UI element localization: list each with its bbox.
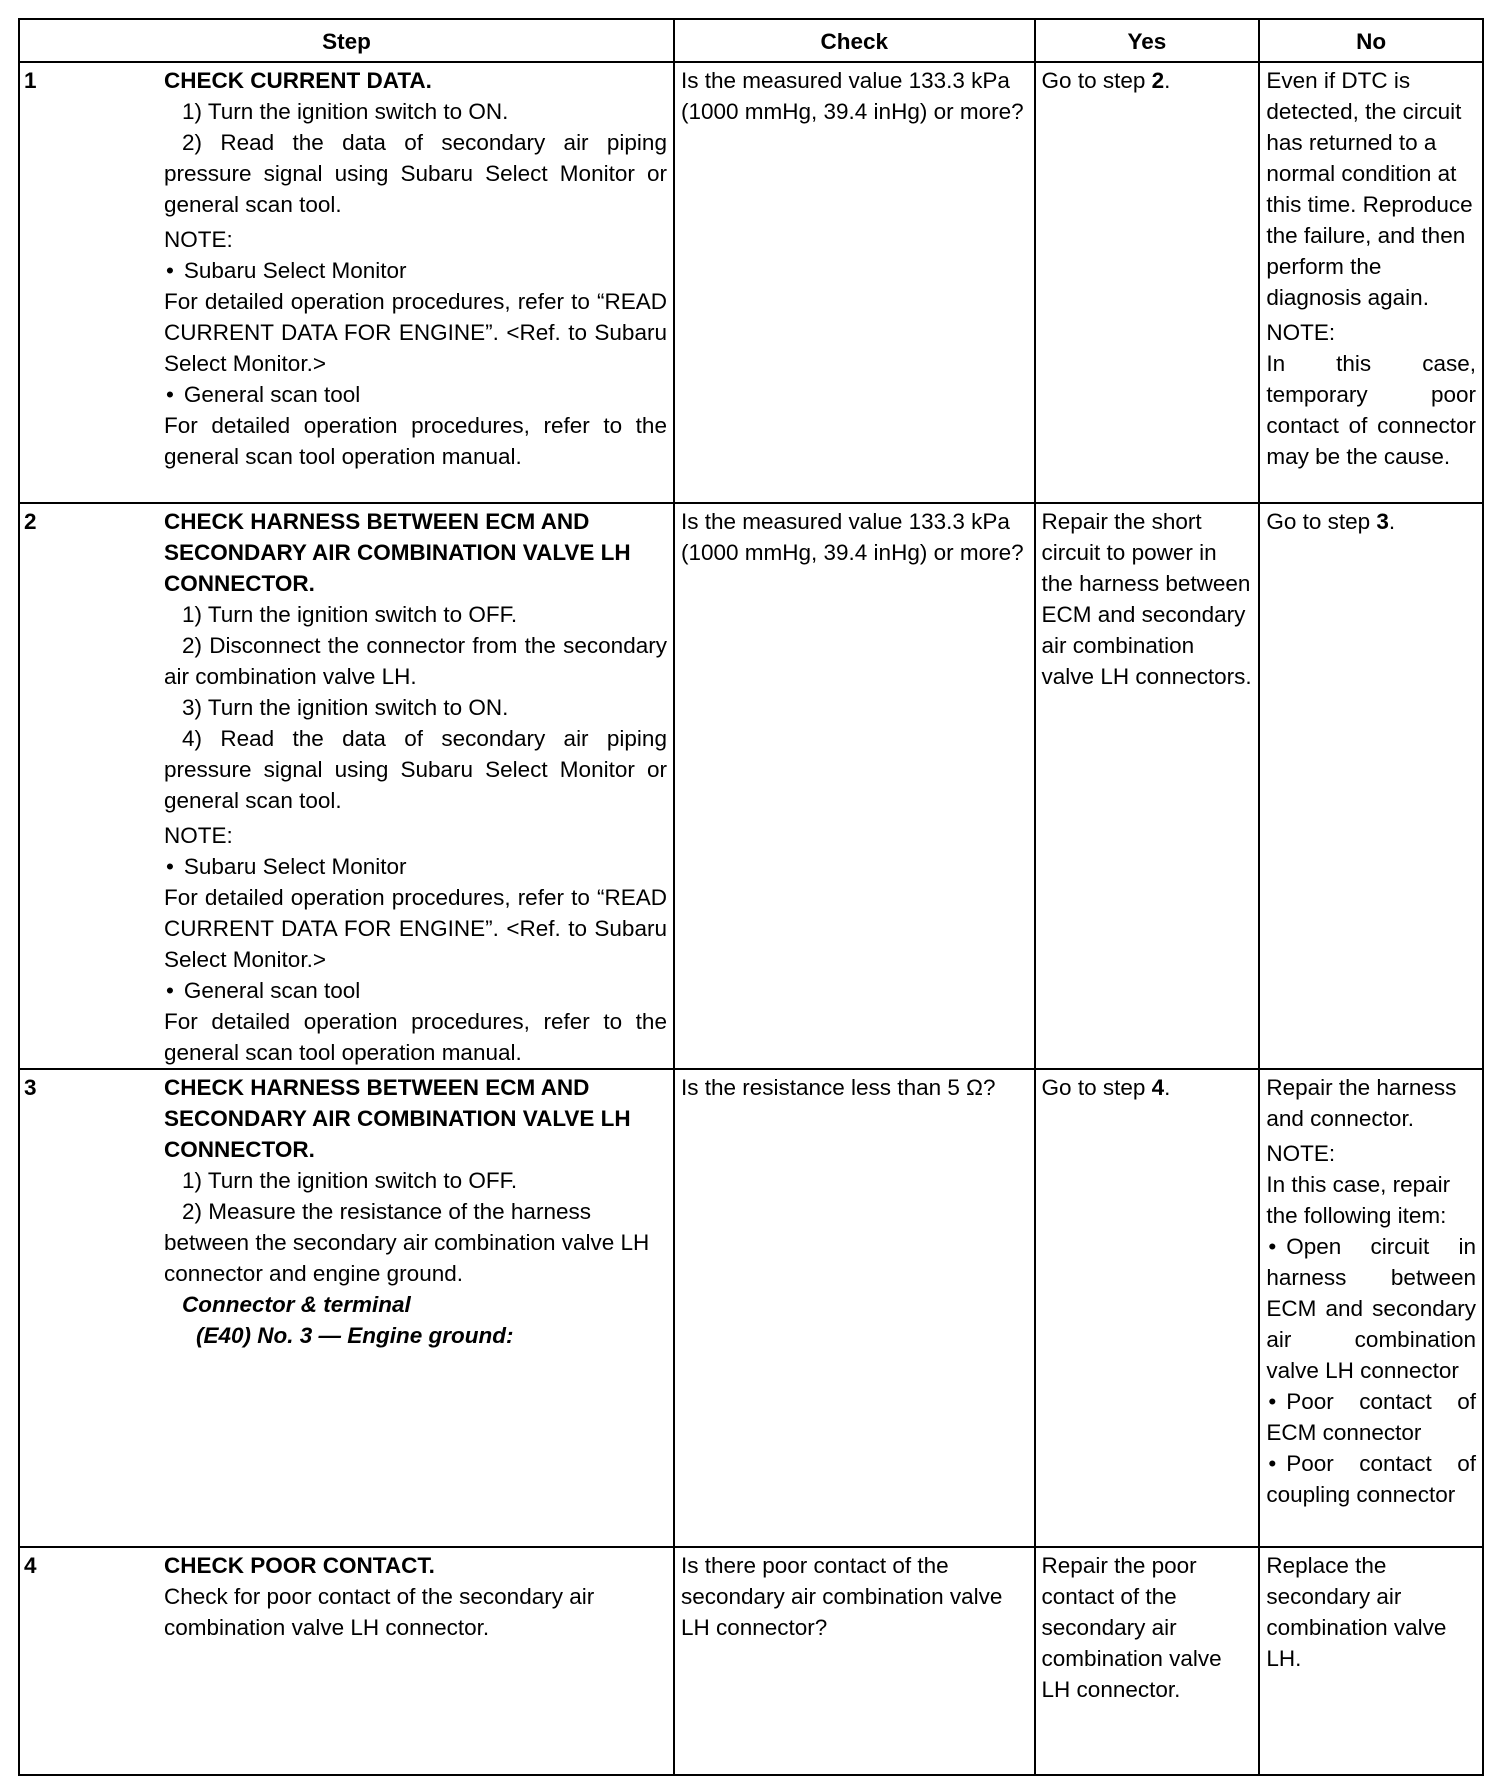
step-cell	[19, 1547, 674, 1775]
note-text: For detailed operation procedures, refer to “READ CURRENT DATA FOR ENGINE”. <Ref. to Subaru Select Monitor.>	[164, 289, 667, 376]
header-step: Step	[19, 19, 674, 62]
yes-cell	[1035, 62, 1260, 503]
check-cell: Is the resistance less than 5 Ω?	[674, 1069, 1035, 1547]
step-instruction: 2) Read the data of secondary air piping pressure signal using Subaru Select Monitor or general scan tool.	[164, 130, 667, 217]
no-item: • Poor contact of coupling connector	[1266, 1448, 1476, 1510]
no-item: • Poor contact of ECM connector	[1266, 1386, 1476, 1448]
note-bullet: • Subaru Select Monitor	[164, 851, 667, 882]
step-instruction: 1) Turn the ignition switch to OFF.	[182, 1168, 518, 1193]
step-instruction: 2) Disconnect the connector from the secondary air combination valve LH.	[164, 633, 667, 689]
yes-prefix: Go to step	[1041, 1075, 1152, 1100]
no-text: Repair the harness and connector.	[1266, 1075, 1457, 1131]
step-cell	[19, 1069, 674, 1547]
yes-step-link[interactable]: 4	[1151, 1075, 1165, 1100]
step-title: CHECK POOR CONTACT.	[164, 1553, 435, 1578]
step-title: CHECK HARNESS BETWEEN ECM AND SECONDARY AIR COMBINATION VALVE LH CONNECTOR.	[164, 1075, 631, 1162]
no-note: In this case, temporary poor contact of connector may be the cause.	[1266, 351, 1476, 469]
note-text: For detailed operation procedures, refer to “READ CURRENT DATA FOR ENGINE”. <Ref. to Subaru Select Monitor.>	[164, 885, 667, 972]
table-row	[19, 503, 1483, 1069]
check-cell: Is the measured value 133.3 kPa (1000 mmHg, 39.4 inHg) or more?	[674, 62, 1035, 503]
no-suffix: .	[1388, 509, 1396, 534]
no-item: • Open circuit in harness between ECM and secondary air combination valve LH connector	[1266, 1231, 1476, 1386]
yes-cell: Repair the poor contact of the secondary air combination valve LH connector.	[1035, 1547, 1260, 1775]
step-number: 2	[24, 509, 37, 534]
no-cell	[1259, 503, 1483, 1069]
step-cell	[19, 62, 674, 503]
step-instruction: 3) Turn the ignition switch to ON.	[182, 695, 509, 720]
header-row	[19, 19, 1483, 62]
spec-label: Connector & terminal	[182, 1292, 411, 1317]
check-cell: Is the measured value 133.3 kPa (1000 mmHg, 39.4 inHg) or more?	[674, 503, 1035, 1069]
yes-step-link[interactable]: 2	[1151, 68, 1165, 93]
check-cell: Is there poor contact of the secondary air combination valve LH connector?	[674, 1547, 1035, 1775]
no-cell	[1259, 1069, 1483, 1547]
note-text: For detailed operation procedures, refer to the general scan tool operation manual.	[164, 1009, 667, 1065]
no-cell: Replace the secondary air combination valve LH.	[1259, 1547, 1483, 1775]
step-instruction: Check for poor contact of the secondary air combination valve LH connector.	[164, 1584, 595, 1640]
no-cell	[1259, 62, 1483, 503]
yes-suffix: .	[1164, 1075, 1171, 1100]
step-instruction: 4) Read the data of secondary air piping pressure signal using Subaru Select Monitor or general scan tool.	[164, 726, 667, 813]
step-number: 1	[24, 68, 37, 93]
diagnostic-table	[18, 18, 1484, 1776]
note-bullet: • Subaru Select Monitor	[164, 255, 667, 286]
header-check: Check	[674, 19, 1035, 62]
step-instruction: 2) Measure the resistance of the harness between the secondary air combination valve LH connector and engine ground.	[164, 1199, 650, 1286]
no-step-link[interactable]: 3	[1376, 509, 1389, 534]
step-instruction: 1) Turn the ignition switch to OFF.	[182, 602, 518, 627]
note-label: NOTE:	[164, 227, 233, 252]
yes-cell	[1035, 1069, 1260, 1547]
table-row	[19, 1069, 1483, 1547]
table-row	[19, 1547, 1483, 1775]
table-row	[19, 62, 1483, 503]
step-title: CHECK CURRENT DATA.	[164, 68, 432, 93]
note-bullet: • General scan tool	[164, 975, 667, 1006]
note-label: NOTE:	[1266, 320, 1336, 345]
yes-suffix: .	[1164, 68, 1171, 93]
yes-prefix: Go to step	[1041, 68, 1152, 93]
no-prefix: Go to step	[1266, 509, 1377, 534]
step-cell	[19, 503, 674, 1069]
yes-cell: Repair the short circuit to power in the harness between ECM and secondary air combination valve LH connectors.	[1035, 503, 1260, 1069]
note-text: For detailed operation procedures, refer to the general scan tool operation manual.	[164, 413, 667, 469]
step-number: 4	[24, 1553, 37, 1578]
no-note: In this case, repair the following item:	[1266, 1172, 1451, 1228]
no-text: Even if DTC is detected, the circuit has returned to a normal condition at this time. Reproduce the failure, and then perform the diagnosis again.	[1266, 68, 1473, 310]
note-bullet: • General scan tool	[164, 379, 667, 410]
header-no: No	[1259, 19, 1483, 62]
note-label: NOTE:	[1266, 1141, 1336, 1166]
step-title: CHECK HARNESS BETWEEN ECM AND SECONDARY AIR COMBINATION VALVE LH CONNECTOR.	[164, 509, 631, 596]
step-instruction: 1) Turn the ignition switch to ON.	[182, 99, 509, 124]
header-yes: Yes	[1035, 19, 1260, 62]
step-number: 3	[24, 1075, 37, 1100]
spec-value: (E40) No. 3 — Engine ground:	[196, 1323, 514, 1348]
note-label: NOTE:	[164, 823, 233, 848]
